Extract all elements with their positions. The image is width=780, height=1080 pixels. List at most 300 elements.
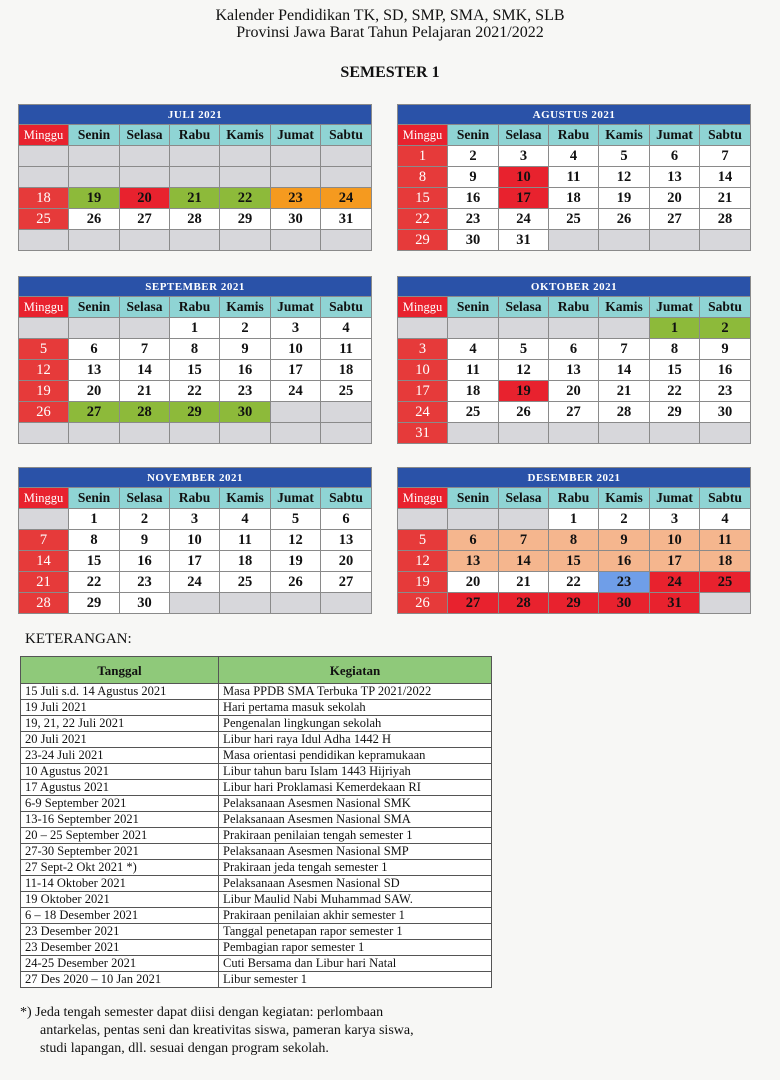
- weekday-header: Senin: [69, 125, 120, 146]
- day-cell: 6: [650, 146, 700, 167]
- day-cell: 13: [448, 551, 499, 572]
- legend-row: [21, 924, 492, 940]
- day-cell: 11: [448, 360, 499, 381]
- week-row: [398, 167, 751, 188]
- footnote-line-3: studi lapangan, dll. sesuai dengan program sekolah.: [40, 1041, 329, 1056]
- day-cell: 29: [170, 402, 220, 423]
- weekday-header: Jumat: [650, 488, 700, 509]
- weekday-header: Senin: [69, 297, 120, 318]
- day-cell: 3: [271, 318, 321, 339]
- legend-row: [21, 972, 492, 988]
- empty-cell: [120, 318, 170, 339]
- day-cell: 23: [700, 381, 751, 402]
- empty-cell: [499, 509, 549, 530]
- day-cell: 26: [499, 402, 549, 423]
- day-cell: 23: [448, 209, 499, 230]
- legend-activity: Hari pertama masuk sekolah: [219, 700, 492, 716]
- empty-cell: [448, 318, 499, 339]
- weekday-header: Senin: [69, 488, 120, 509]
- day-cell: 20: [120, 188, 170, 209]
- month-header-row: [398, 105, 751, 125]
- day-cell: 7: [599, 339, 650, 360]
- day-cell: 27: [549, 402, 599, 423]
- empty-cell: [120, 167, 170, 188]
- weekday-header: Selasa: [499, 297, 549, 318]
- weekday-header: Rabu: [170, 488, 220, 509]
- day-cell: 20: [69, 381, 120, 402]
- empty-cell: [321, 146, 372, 167]
- day-cell: 27: [120, 209, 170, 230]
- day-cell: 25: [19, 209, 69, 230]
- legend-date: 24-25 Desember 2021: [21, 956, 219, 972]
- week-row: [398, 551, 751, 572]
- week-row: [19, 381, 372, 402]
- day-cell: 27: [321, 572, 372, 593]
- day-cell: 21: [170, 188, 220, 209]
- week-row: [19, 146, 372, 167]
- weekday-header: Selasa: [120, 125, 170, 146]
- empty-cell: [599, 230, 650, 251]
- day-cell: 12: [599, 167, 650, 188]
- day-cell: 19: [599, 188, 650, 209]
- day-cell: 1: [398, 146, 448, 167]
- legend-activity: Masa orientasi pendidikan kepramukaan: [219, 748, 492, 764]
- day-cell: 21: [700, 188, 751, 209]
- day-cell: 26: [19, 402, 69, 423]
- empty-cell: [321, 423, 372, 444]
- day-cell: 11: [220, 530, 271, 551]
- weekday-header: Jumat: [271, 488, 321, 509]
- legend-row: [21, 684, 492, 700]
- day-cell: 3: [650, 509, 700, 530]
- day-cell: 11: [321, 339, 372, 360]
- empty-cell: [650, 423, 700, 444]
- legend-date: 20 Juli 2021: [21, 732, 219, 748]
- day-cell: 29: [549, 593, 599, 614]
- day-cell: 17: [271, 360, 321, 381]
- day-cell: 24: [271, 381, 321, 402]
- day-cell: 28: [599, 402, 650, 423]
- day-cell: 18: [448, 381, 499, 402]
- week-row: [398, 572, 751, 593]
- day-cell: 18: [220, 551, 271, 572]
- month-header-row: [19, 105, 372, 125]
- weekday-header: Minggu: [19, 297, 69, 318]
- legend-row: [21, 764, 492, 780]
- day-cell: 25: [448, 402, 499, 423]
- day-cell: 31: [499, 230, 549, 251]
- legend-row: [21, 908, 492, 924]
- day-cell: 27: [69, 402, 120, 423]
- day-cell: 22: [69, 572, 120, 593]
- weekday-header: Jumat: [271, 125, 321, 146]
- day-cell: 25: [321, 381, 372, 402]
- empty-cell: [271, 146, 321, 167]
- day-cell: 4: [321, 318, 372, 339]
- week-row: [19, 402, 372, 423]
- week-row: [19, 509, 372, 530]
- legend-activity: Cuti Bersama dan Libur hari Natal: [219, 956, 492, 972]
- empty-cell: [700, 230, 751, 251]
- empty-cell: [69, 423, 120, 444]
- legend-date: 19 Oktober 2021: [21, 892, 219, 908]
- weekday-header: Senin: [448, 297, 499, 318]
- legend-row: [21, 716, 492, 732]
- legend-date: 23-24 Juli 2021: [21, 748, 219, 764]
- weekday-header: Minggu: [398, 125, 448, 146]
- day-cell: 2: [120, 509, 170, 530]
- empty-cell: [398, 318, 448, 339]
- day-cell: 28: [700, 209, 751, 230]
- empty-cell: [321, 167, 372, 188]
- month-header-row: [19, 468, 372, 488]
- calendar-september-2021: [18, 276, 372, 444]
- empty-cell: [448, 423, 499, 444]
- day-cell: 7: [19, 530, 69, 551]
- legend-col-kegiatan: Kegiatan: [219, 657, 492, 684]
- empty-cell: [120, 230, 170, 251]
- day-cell: 22: [398, 209, 448, 230]
- empty-cell: [19, 509, 69, 530]
- week-row: [19, 423, 372, 444]
- day-cell: 26: [599, 209, 650, 230]
- week-row: [398, 230, 751, 251]
- week-row: [398, 339, 751, 360]
- legend-date: 19, 21, 22 Juli 2021: [21, 716, 219, 732]
- week-row: [19, 230, 372, 251]
- legend-date: 13-16 September 2021: [21, 812, 219, 828]
- empty-cell: [19, 167, 69, 188]
- day-cell: 2: [448, 146, 499, 167]
- day-cell: 10: [170, 530, 220, 551]
- day-cell: 22: [220, 188, 271, 209]
- day-cell: 24: [499, 209, 549, 230]
- semester-heading: SEMESTER 1: [340, 64, 440, 81]
- day-cell: 20: [549, 381, 599, 402]
- legend-date: 17 Agustus 2021: [21, 780, 219, 796]
- legend-row: [21, 940, 492, 956]
- day-cell: 19: [69, 188, 120, 209]
- day-cell: 8: [549, 530, 599, 551]
- day-cell: 28: [19, 593, 69, 614]
- legend-activity: Pengenalan lingkungan sekolah: [219, 716, 492, 732]
- day-cell: 11: [549, 167, 599, 188]
- empty-cell: [120, 423, 170, 444]
- empty-cell: [69, 230, 120, 251]
- day-cell: 24: [170, 572, 220, 593]
- empty-cell: [321, 402, 372, 423]
- weekday-header: Selasa: [499, 488, 549, 509]
- day-cell: 15: [398, 188, 448, 209]
- empty-cell: [220, 593, 271, 614]
- document-subtitle: Provinsi Jawa Barat Tahun Pelajaran 2021/2022: [236, 24, 544, 41]
- day-cell: 10: [398, 360, 448, 381]
- weekday-header: Minggu: [398, 297, 448, 318]
- week-row: [398, 360, 751, 381]
- legend-date: 27-30 September 2021: [21, 844, 219, 860]
- weekday-header: Selasa: [120, 297, 170, 318]
- week-row: [19, 551, 372, 572]
- day-cell: 28: [499, 593, 549, 614]
- day-cell: 30: [220, 402, 271, 423]
- weekday-header-row: [19, 125, 372, 146]
- day-cell: 30: [448, 230, 499, 251]
- empty-cell: [69, 146, 120, 167]
- week-row: [19, 360, 372, 381]
- day-cell: 22: [170, 381, 220, 402]
- empty-cell: [271, 167, 321, 188]
- weekday-header: Kamis: [220, 488, 271, 509]
- legend-row: [21, 828, 492, 844]
- empty-cell: [271, 593, 321, 614]
- day-cell: 19: [271, 551, 321, 572]
- empty-cell: [599, 423, 650, 444]
- empty-cell: [220, 146, 271, 167]
- empty-cell: [599, 318, 650, 339]
- day-cell: 12: [398, 551, 448, 572]
- empty-cell: [271, 402, 321, 423]
- month-header-row: [19, 277, 372, 297]
- day-cell: 8: [650, 339, 700, 360]
- day-cell: 5: [499, 339, 549, 360]
- legend-date: 6-9 September 2021: [21, 796, 219, 812]
- day-cell: 2: [599, 509, 650, 530]
- day-cell: 31: [650, 593, 700, 614]
- day-cell: 7: [499, 530, 549, 551]
- day-cell: 18: [549, 188, 599, 209]
- month-title: NOVEMBER 2021: [19, 468, 372, 488]
- day-cell: 14: [599, 360, 650, 381]
- day-cell: 19: [19, 381, 69, 402]
- day-cell: 25: [220, 572, 271, 593]
- empty-cell: [700, 423, 751, 444]
- legend-activity: Pelaksanaan Asesmen Nasional SMP: [219, 844, 492, 860]
- day-cell: 11: [700, 530, 751, 551]
- legend-activity: Pelaksanaan Asesmen Nasional SMK: [219, 796, 492, 812]
- day-cell: 1: [650, 318, 700, 339]
- day-cell: 9: [220, 339, 271, 360]
- weekday-header: Jumat: [650, 125, 700, 146]
- weekday-header: Sabtu: [321, 488, 372, 509]
- day-cell: 12: [19, 360, 69, 381]
- weekday-header: Jumat: [650, 297, 700, 318]
- legend-date: 27 Des 2020 – 10 Jan 2021: [21, 972, 219, 988]
- day-cell: 9: [599, 530, 650, 551]
- day-cell: 15: [549, 551, 599, 572]
- day-cell: 22: [549, 572, 599, 593]
- day-cell: 17: [499, 188, 549, 209]
- month-title: SEPTEMBER 2021: [19, 277, 372, 297]
- empty-cell: [170, 593, 220, 614]
- day-cell: 24: [650, 572, 700, 593]
- day-cell: 23: [220, 381, 271, 402]
- month-header-row: [398, 468, 751, 488]
- footnote-line-1: *) Jeda tengah semester dapat diisi dengan kegiatan: perlombaan: [20, 1005, 384, 1020]
- day-cell: 13: [650, 167, 700, 188]
- weekday-header: Senin: [448, 125, 499, 146]
- day-cell: 4: [220, 509, 271, 530]
- day-cell: 2: [220, 318, 271, 339]
- day-cell: 17: [170, 551, 220, 572]
- day-cell: 24: [398, 402, 448, 423]
- footnote: [20, 1004, 540, 1058]
- month-title: JULI 2021: [19, 105, 372, 125]
- day-cell: 5: [271, 509, 321, 530]
- legend-date: 23 Desember 2021: [21, 924, 219, 940]
- day-cell: 18: [19, 188, 69, 209]
- day-cell: 22: [650, 381, 700, 402]
- legend-activity: Libur Maulid Nabi Muhammad SAW.: [219, 892, 492, 908]
- day-cell: 8: [69, 530, 120, 551]
- empty-cell: [271, 230, 321, 251]
- week-row: [398, 188, 751, 209]
- day-cell: 21: [499, 572, 549, 593]
- week-row: [19, 593, 372, 614]
- day-cell: 17: [398, 381, 448, 402]
- day-cell: 5: [398, 530, 448, 551]
- weekday-header: Minggu: [19, 125, 69, 146]
- day-cell: 15: [650, 360, 700, 381]
- weekday-header: Kamis: [599, 488, 650, 509]
- empty-cell: [69, 318, 120, 339]
- day-cell: 23: [599, 572, 650, 593]
- empty-cell: [19, 423, 69, 444]
- empty-cell: [220, 230, 271, 251]
- legend-activity: Prakiraan jeda tengah semester 1: [219, 860, 492, 876]
- weekday-header: Kamis: [599, 125, 650, 146]
- weekday-header-row: [398, 297, 751, 318]
- empty-cell: [170, 423, 220, 444]
- legend-date: 11-14 Oktober 2021: [21, 876, 219, 892]
- weekday-header: Rabu: [170, 125, 220, 146]
- day-cell: 20: [321, 551, 372, 572]
- day-cell: 14: [120, 360, 170, 381]
- day-cell: 9: [448, 167, 499, 188]
- day-cell: 6: [448, 530, 499, 551]
- weekday-header: Minggu: [398, 488, 448, 509]
- week-row: [19, 339, 372, 360]
- day-cell: 14: [19, 551, 69, 572]
- empty-cell: [321, 230, 372, 251]
- legend-date: 19 Juli 2021: [21, 700, 219, 716]
- day-cell: 30: [700, 402, 751, 423]
- weekday-header: Rabu: [549, 297, 599, 318]
- legend-activity: Libur semester 1: [219, 972, 492, 988]
- weekday-header-row: [19, 488, 372, 509]
- legend-header-row: [21, 657, 492, 684]
- weekday-header: Selasa: [120, 488, 170, 509]
- legend-activity: Libur tahun baru Islam 1443 Hijriyah: [219, 764, 492, 780]
- legend-activity: Prakiraan penilaian tengah semester 1: [219, 828, 492, 844]
- legend-row: [21, 732, 492, 748]
- day-cell: 27: [448, 593, 499, 614]
- legend-row: [21, 700, 492, 716]
- empty-cell: [19, 230, 69, 251]
- empty-cell: [220, 167, 271, 188]
- month-title: AGUSTUS 2021: [398, 105, 751, 125]
- legend-activity: Pelaksanaan Asesmen Nasional SD: [219, 876, 492, 892]
- day-cell: 29: [69, 593, 120, 614]
- day-cell: 29: [398, 230, 448, 251]
- calendar-november-2021: [18, 467, 372, 614]
- day-cell: 10: [499, 167, 549, 188]
- weekday-header: Rabu: [549, 488, 599, 509]
- week-row: [398, 530, 751, 551]
- empty-cell: [170, 167, 220, 188]
- weekday-header: Sabtu: [700, 125, 751, 146]
- empty-cell: [549, 230, 599, 251]
- day-cell: 3: [398, 339, 448, 360]
- legend-row: [21, 892, 492, 908]
- day-cell: 14: [499, 551, 549, 572]
- weekday-header: Kamis: [220, 125, 271, 146]
- empty-cell: [549, 318, 599, 339]
- weekday-header: Selasa: [499, 125, 549, 146]
- day-cell: 5: [599, 146, 650, 167]
- empty-cell: [69, 167, 120, 188]
- legend-activity: Pembagian rapor semester 1: [219, 940, 492, 956]
- legend-row: [21, 780, 492, 796]
- document-title: Kalender Pendidikan TK, SD, SMP, SMA, SMK, SLB: [215, 7, 565, 24]
- footnote-line-2: antarkelas, pentas seni dan kreativitas siswa, pameran karya siswa,: [40, 1023, 414, 1038]
- day-cell: 16: [120, 551, 170, 572]
- day-cell: 13: [69, 360, 120, 381]
- legend-date: 10 Agustus 2021: [21, 764, 219, 780]
- legend-table: [20, 656, 492, 988]
- empty-cell: [19, 318, 69, 339]
- empty-cell: [549, 423, 599, 444]
- weekday-header: Sabtu: [321, 125, 372, 146]
- day-cell: 5: [19, 339, 69, 360]
- week-row: [398, 146, 751, 167]
- day-cell: 16: [700, 360, 751, 381]
- empty-cell: [700, 593, 751, 614]
- day-cell: 16: [448, 188, 499, 209]
- day-cell: 4: [549, 146, 599, 167]
- week-row: [19, 318, 372, 339]
- day-cell: 8: [170, 339, 220, 360]
- weekday-header: Kamis: [220, 297, 271, 318]
- weekday-header-row: [19, 297, 372, 318]
- day-cell: 30: [271, 209, 321, 230]
- legend-row: [21, 876, 492, 892]
- day-cell: 7: [700, 146, 751, 167]
- day-cell: 4: [700, 509, 751, 530]
- weekday-header: Rabu: [549, 125, 599, 146]
- day-cell: 30: [599, 593, 650, 614]
- legend-row: [21, 844, 492, 860]
- weekday-header: Minggu: [19, 488, 69, 509]
- empty-cell: [499, 318, 549, 339]
- day-cell: 21: [599, 381, 650, 402]
- legend-row: [21, 812, 492, 828]
- legend-date: 20 – 25 September 2021: [21, 828, 219, 844]
- empty-cell: [448, 509, 499, 530]
- day-cell: 10: [650, 530, 700, 551]
- day-cell: 24: [321, 188, 372, 209]
- weekday-header-row: [398, 488, 751, 509]
- day-cell: 13: [549, 360, 599, 381]
- day-cell: 19: [499, 381, 549, 402]
- day-cell: 13: [321, 530, 372, 551]
- day-cell: 6: [321, 509, 372, 530]
- day-cell: 28: [170, 209, 220, 230]
- calendar-juli-2021: [18, 104, 372, 251]
- day-cell: 6: [549, 339, 599, 360]
- calendar-oktober-2021: [397, 276, 751, 444]
- week-row: [19, 188, 372, 209]
- day-cell: 12: [271, 530, 321, 551]
